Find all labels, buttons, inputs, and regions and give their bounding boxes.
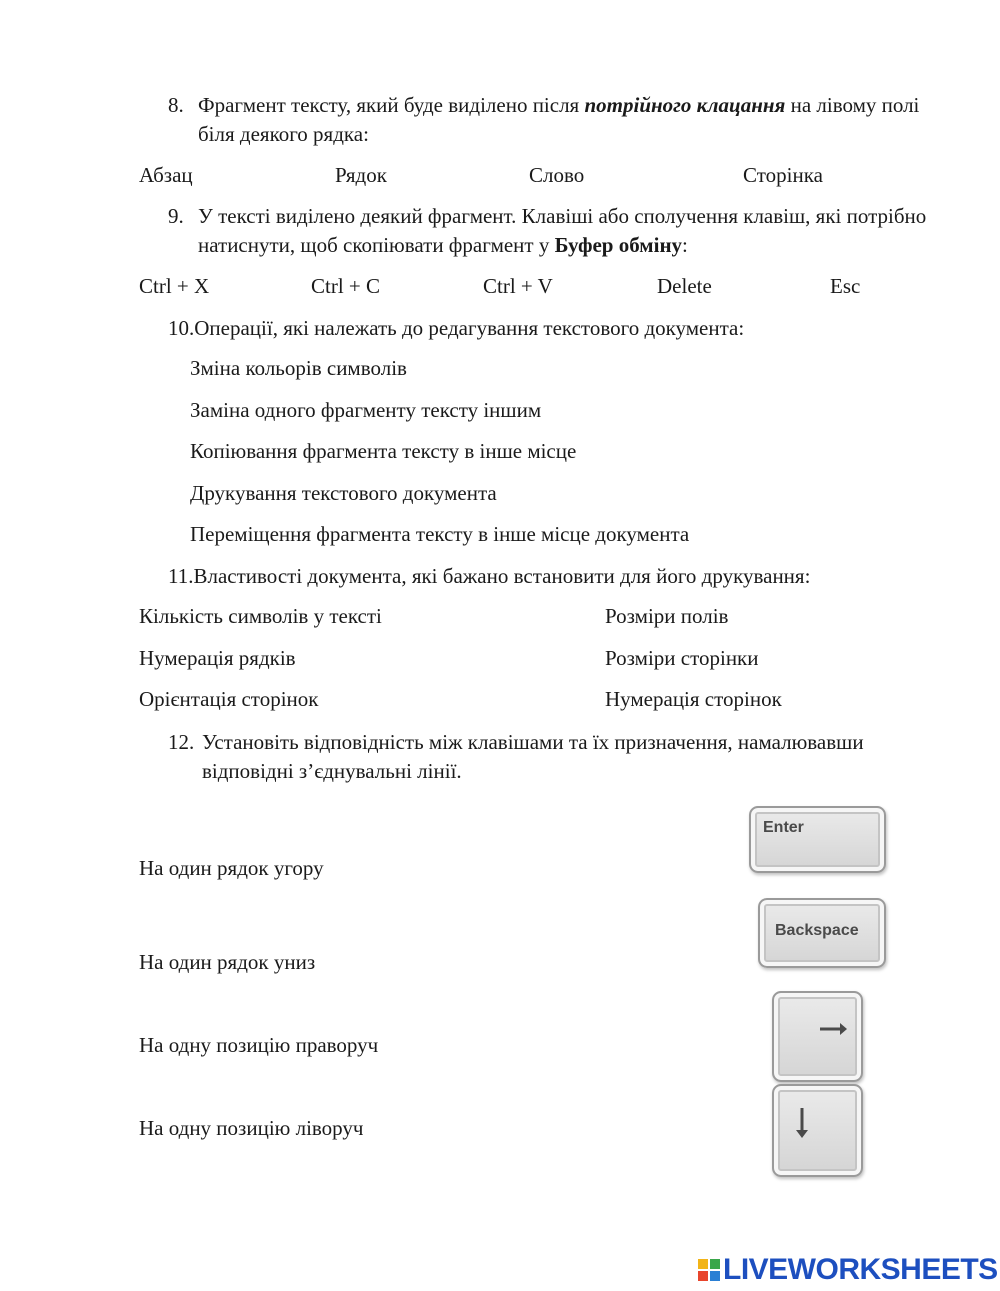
match-description[interactable]: На один рядок угору	[139, 856, 324, 880]
match-description[interactable]: На одну позицію ліворуч	[139, 1116, 364, 1140]
question-number: 8.	[168, 93, 184, 117]
option-item[interactable]: Нумерація рядків	[139, 646, 296, 670]
liveworksheets-logo	[698, 1253, 998, 1287]
emphasis-text: потрійного клацання	[584, 93, 786, 117]
bold-text: Буфер обміну	[554, 233, 683, 257]
question-number: 12.	[168, 730, 195, 754]
backspace-key[interactable]	[758, 898, 886, 968]
question-9	[168, 202, 948, 260]
match-description[interactable]: На один рядок униз	[139, 950, 316, 974]
option-item[interactable]: Розміри полів	[605, 604, 729, 628]
option-item[interactable]: Переміщення фрагмента тексту в інше місце документа	[190, 522, 690, 546]
option-esc[interactable]: Esc	[830, 274, 861, 298]
question-text: Фрагмент тексту, який буде виділено після потрійного клацання на лівому полі біля деякого рядка:	[198, 93, 920, 146]
option-slovo[interactable]: Слово	[529, 163, 585, 187]
option-item[interactable]: Копіювання фрагмента тексту в інше місце	[190, 439, 577, 463]
question-number: 10.	[168, 316, 195, 340]
key-label: Backspace	[775, 922, 859, 939]
question-8	[168, 91, 948, 149]
question-11	[168, 562, 810, 590]
question-number: 9.	[168, 204, 184, 228]
match-description[interactable]: На одну позицію праворуч	[139, 1033, 379, 1057]
key-label: Enter	[763, 819, 804, 836]
option-item[interactable]: Заміна одного фрагменту тексту іншим	[190, 398, 542, 422]
question-text: Операції, які належать до редагування текстового документа:	[194, 316, 745, 340]
right-arrow-icon	[818, 1021, 848, 1037]
down-arrow-icon	[794, 1106, 810, 1140]
option-item[interactable]: Нумерація сторінок	[605, 687, 782, 711]
option-item[interactable]: Зміна кольорів символів	[190, 356, 407, 380]
right-arrow-key[interactable]	[772, 991, 863, 1082]
option-ctrl-c[interactable]: Ctrl + C	[311, 274, 381, 298]
option-item[interactable]: Орієнтація сторінок	[139, 687, 319, 711]
option-item[interactable]: Розміри сторінки	[605, 646, 759, 670]
down-arrow-key[interactable]	[772, 1084, 863, 1177]
question-text: У тексті виділено деякий фрагмент. Клавіші або сполучення клавіш, які потрібно натиснути, щоб скопіювати фрагмент у Буфер обміну:	[198, 204, 927, 257]
option-abzats[interactable]: Абзац	[139, 163, 193, 187]
question-10	[168, 314, 744, 342]
logo-blocks-icon	[698, 1259, 720, 1281]
question-text: Установіть відповідність між клавішами та їх призначення, намалювавши відповідні з’єднувальні лінії.	[202, 730, 864, 783]
option-delete[interactable]: Delete	[657, 274, 712, 298]
option-storinka[interactable]: Сторінка	[743, 163, 823, 187]
logo-text: LIVEWORKSHEETS	[723, 1253, 998, 1286]
enter-key[interactable]	[749, 806, 886, 873]
option-item[interactable]: Кількість символів у тексті	[139, 604, 382, 628]
question-text: Властивості документа, які бажано встановити для його друкування:	[193, 564, 811, 588]
option-ctrl-v[interactable]: Ctrl + V	[483, 274, 553, 298]
question-number: 11.	[168, 564, 194, 588]
option-ryadok[interactable]: Рядок	[335, 163, 387, 187]
option-ctrl-x[interactable]: Ctrl + X	[139, 274, 210, 298]
question-12	[168, 728, 948, 786]
option-item[interactable]: Друкування текстового документа	[190, 481, 497, 505]
